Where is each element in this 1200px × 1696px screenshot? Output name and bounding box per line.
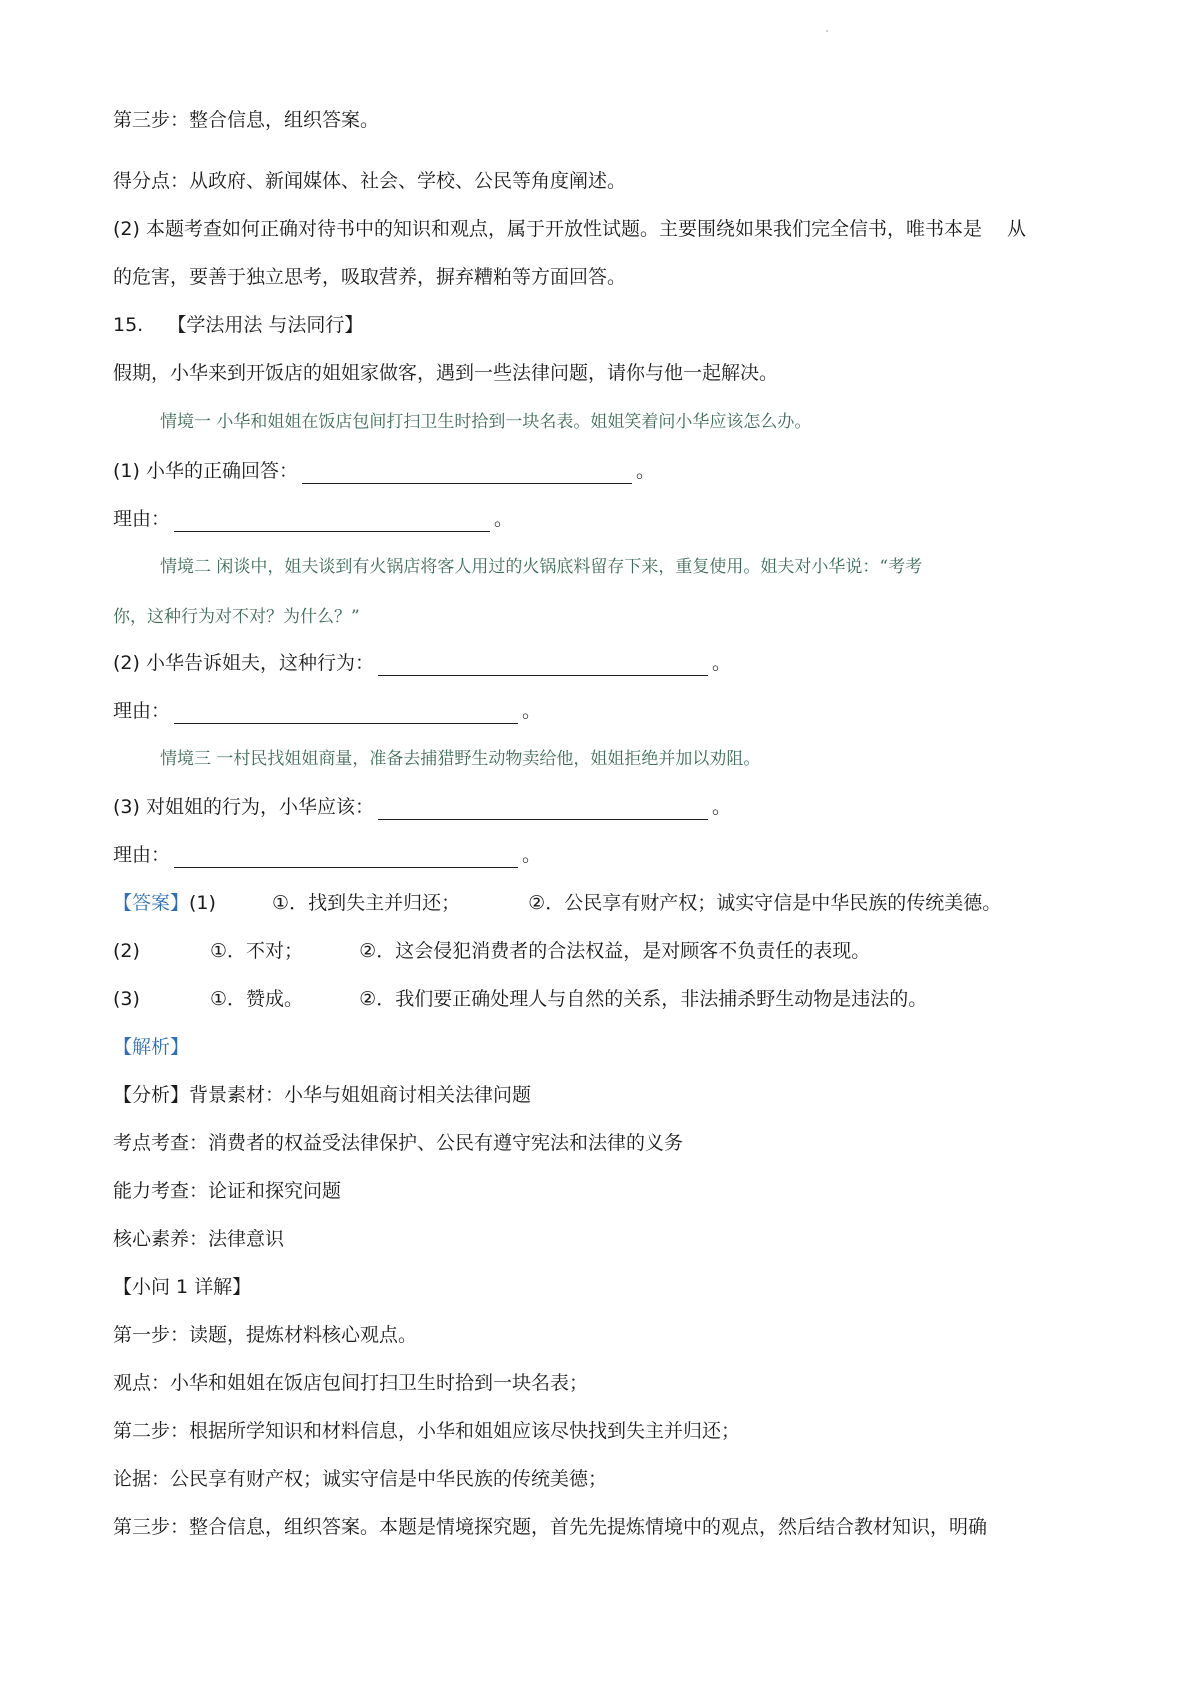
reason-line-1 xyxy=(113,506,513,532)
question-number: 15. xyxy=(113,314,144,336)
step-1: 第一步：读题，提炼材料核心观点。 xyxy=(113,1324,418,1346)
step-2: 第二步：根据所学知识和材料信息，小华和姐姐应该尽快找到失主并归还； xyxy=(113,1420,741,1442)
scenario-3: 情境三 一村民找姐姐商量，准备去捕猎野生动物卖给他，姐姐拒绝并加以劝阻。 xyxy=(160,749,761,769)
sub-question-label: (3) 对姐姐的行为，小华应该： xyxy=(113,796,374,818)
answer-number: (1) xyxy=(189,892,216,914)
sub-question-label: (1) 小华的正确回答： xyxy=(113,460,298,482)
question-15-heading xyxy=(113,312,363,338)
analysis-tag: 【解析】 xyxy=(113,1036,190,1058)
answer-part-1: ①．找到失主并归还； xyxy=(272,892,461,914)
scenario-2-line-1: 情境二 闲谈中，姐夫谈到有火锅店将客人用过的火锅底料留存下来，重复使用。姐夫对小华说：“考考 xyxy=(160,557,923,577)
answer-row-2 xyxy=(113,938,870,964)
period: 。 xyxy=(522,700,542,722)
sub-question-label: (2) 小华告诉姐夫，这种行为： xyxy=(113,652,374,674)
answer-blank[interactable] xyxy=(174,703,518,724)
text-line: 的危害，要善于独立思考，吸取营养，摒弃糟粕等方面回答。 xyxy=(113,266,627,288)
answer-part-1: ①．赞成。 xyxy=(210,988,304,1010)
answer-number: (2) xyxy=(113,940,140,962)
analysis-background: 【分析】背景素材：小华与姐姐商讨相关法律问题 xyxy=(113,1084,532,1106)
answer-row-1 xyxy=(113,890,1001,916)
scan-speck xyxy=(826,30,828,32)
answer-blank[interactable] xyxy=(174,847,518,868)
sub-question-1 xyxy=(113,458,655,484)
reason-line-2 xyxy=(113,698,541,724)
answer-row-3 xyxy=(113,986,927,1012)
reason-label: 理由： xyxy=(113,508,171,530)
answer-blank[interactable] xyxy=(378,655,708,676)
analysis-ability: 能力考查：论证和探究问题 xyxy=(113,1180,342,1202)
sub-question-2 xyxy=(113,650,731,676)
question-title: 【学法用法 与法同行】 xyxy=(167,314,364,336)
answer-part-2: ②．这会侵犯消费者的合法权益，是对顾客不负责任的表现。 xyxy=(359,940,871,962)
text-line: 第三步：整合信息，组织答案。 xyxy=(113,109,380,131)
answer-tag: 【答案】 xyxy=(113,892,190,914)
step-3: 第三步：整合信息，组织答案。本题是情境探究题，首先先提炼情境中的观点，然后结合教材知识，明确 xyxy=(113,1516,988,1538)
analysis-points: 考点考查：消费者的权益受法律保护、公民有遵守宪法和法律的义务 xyxy=(113,1132,684,1154)
answer-part-2: ②．公民享有财产权；诚实守信是中华民族的传统美德。 xyxy=(528,892,1002,914)
scenario-2-line-2: 你，这种行为对不对？为什么？” xyxy=(113,607,360,627)
sub-question-3 xyxy=(113,794,731,820)
answer-number: (3) xyxy=(113,988,140,1010)
reason-line-3 xyxy=(113,842,541,868)
scenario-1: 情境一 小华和姐姐在饭店包间打扫卫生时拾到一块名表。姐姐笑着问小华应该怎么办。 xyxy=(160,412,812,432)
period: 。 xyxy=(635,460,655,482)
viewpoint: 观点：小华和姐姐在饭店包间打扫卫生时拾到一块名表； xyxy=(113,1372,589,1394)
answer-blank[interactable] xyxy=(378,799,708,820)
period: 。 xyxy=(711,652,731,674)
answer-blank[interactable] xyxy=(302,463,632,484)
question-intro: 假期，小华来到开饭店的姐姐家做客，遇到一些法律问题，请你与他一起解决。 xyxy=(113,362,779,384)
period: 。 xyxy=(522,844,542,866)
period: 。 xyxy=(494,508,514,530)
evidence: 论据：公民享有财产权；诚实守信是中华民族的传统美德； xyxy=(113,1468,608,1490)
sub-question-detail-heading: 【小问 1 详解】 xyxy=(113,1276,252,1298)
reason-label: 理由： xyxy=(113,844,171,866)
answer-part-2: ②．我们要正确处理人与自然的关系，非法捕杀野生动物是违法的。 xyxy=(359,988,928,1010)
analysis-literacy: 核心素养：法律意识 xyxy=(113,1228,285,1250)
text-line: (2) 本题考查如何正确对待书中的知识和观点，属于开放性试题。主要围绕如果我们完全信书，唯书本是 从 xyxy=(113,218,1026,240)
reason-label: 理由： xyxy=(113,700,171,722)
period: 。 xyxy=(711,796,731,818)
answer-part-1: ①．不对； xyxy=(210,940,304,962)
text-line: 得分点：从政府、新闻媒体、社会、学校、公民等角度阐述。 xyxy=(113,170,627,192)
answer-blank[interactable] xyxy=(174,511,490,532)
